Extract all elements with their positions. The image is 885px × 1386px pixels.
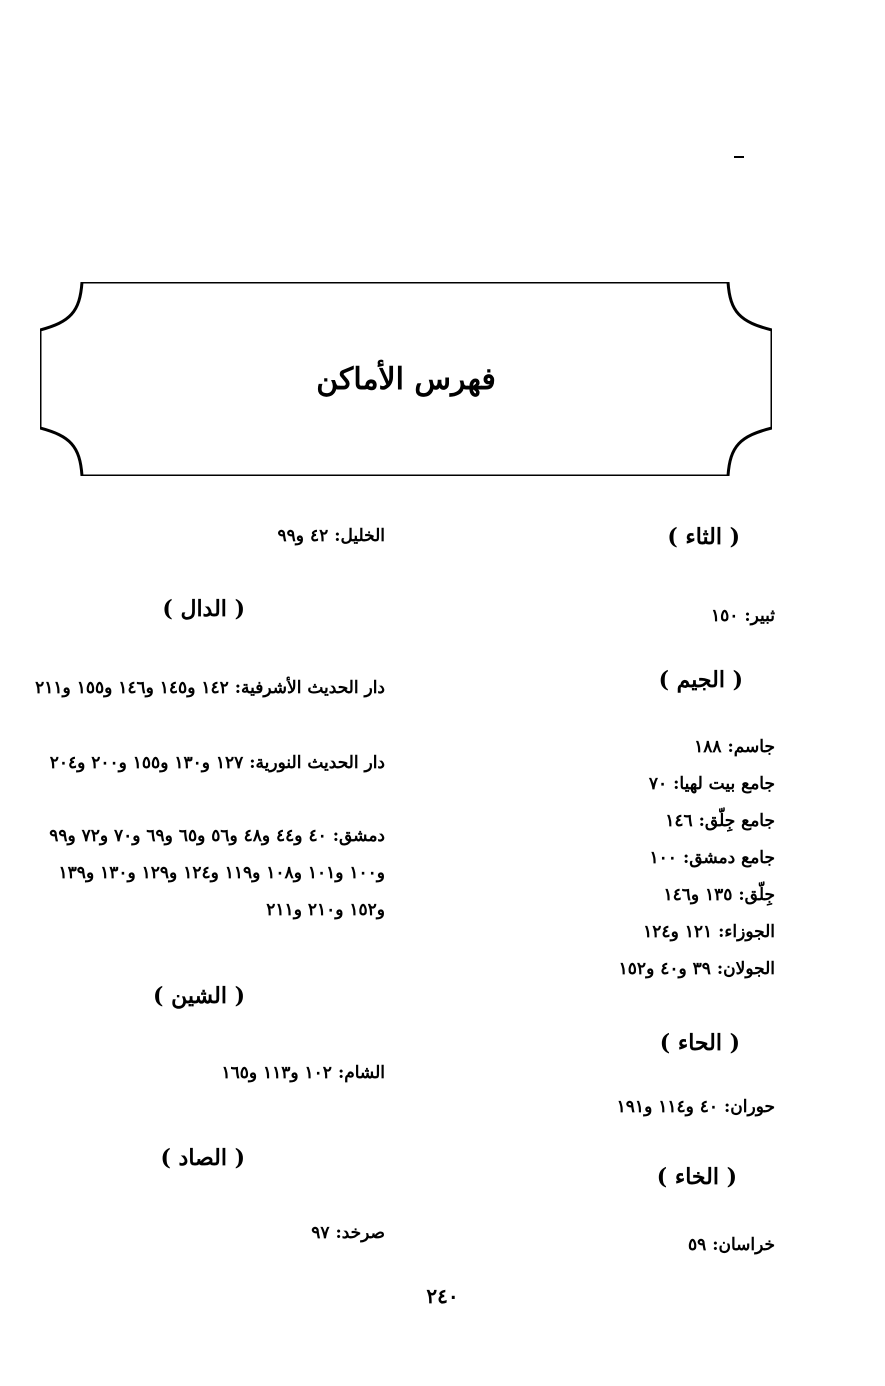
section-heading-sad: ( الصاد ) (160, 1145, 245, 1171)
section-heading-jim: ( الجيم ) (658, 667, 743, 693)
index-entry: الجولان:٣٩ و٤٠ و١٥٢ (618, 959, 775, 979)
right-column (445, 0, 775, 1386)
index-entry: دار الحديث الأشرفية:١٤٢ و١٤٥ و١٤٦ و١٥٥ و٢١١ (35, 678, 385, 698)
index-entry: جامع بيت لهيا:٧٠ (648, 774, 775, 794)
page-title: فهرس الأماكن (316, 361, 496, 397)
section-heading-kha: ( الخاء ) (656, 1164, 737, 1190)
index-entry: دار الحديث النورية:١٢٧ و١٣٠ و١٥٥ و٢٠٠ و٢٠٤ (49, 753, 385, 773)
index-entry: صرخد:٩٧ (311, 1223, 385, 1243)
index-entry: ثبير:١٥٠ (710, 606, 775, 626)
index-entry: حوران:٤٠ و١١٤ و١٩١ (616, 1097, 775, 1117)
section-heading-shin: ( الشين ) (153, 983, 245, 1009)
section-heading-ha: ( الحاء ) (659, 1030, 740, 1056)
section-heading-tha: ( الثاء ) (667, 524, 740, 550)
index-entry: جاسم:١٨٨ (694, 737, 775, 757)
index-entry: جامع جِلّق:١٤٦ (665, 811, 775, 831)
page-number: ٢٤٠ (426, 1284, 459, 1308)
index-entry: الجوزاء:١٢١ و١٢٤ (643, 922, 775, 942)
left-column (25, 0, 385, 1386)
index-entry: الشام:١٠٢ و١١٣ و١٦٥ (221, 1063, 385, 1083)
section-heading-dal: ( الدال ) (162, 596, 245, 622)
index-entry: جِلّق:١٣٥ و١٤٦ (663, 885, 775, 905)
index-entry: دمشق:٤٠ و٤٤ و٤٨ و٥٦ و٦٥ و٦٩ و٧٠ و٧٢ و٩٩ و١٠٠ و١٠١ و١٠٨ و١١٩ و١٢٤ و١٢٩ و١٣٠ و١٣٩ و١٥٢ و٢١٠ و٢١١ (49, 826, 385, 920)
index-entry: الخليل:٤٢ و٩٩ (277, 526, 385, 546)
index-entry: جامع دمشق:١٠٠ (649, 848, 775, 868)
index-entry: خراسان:٥٩ (687, 1235, 775, 1255)
